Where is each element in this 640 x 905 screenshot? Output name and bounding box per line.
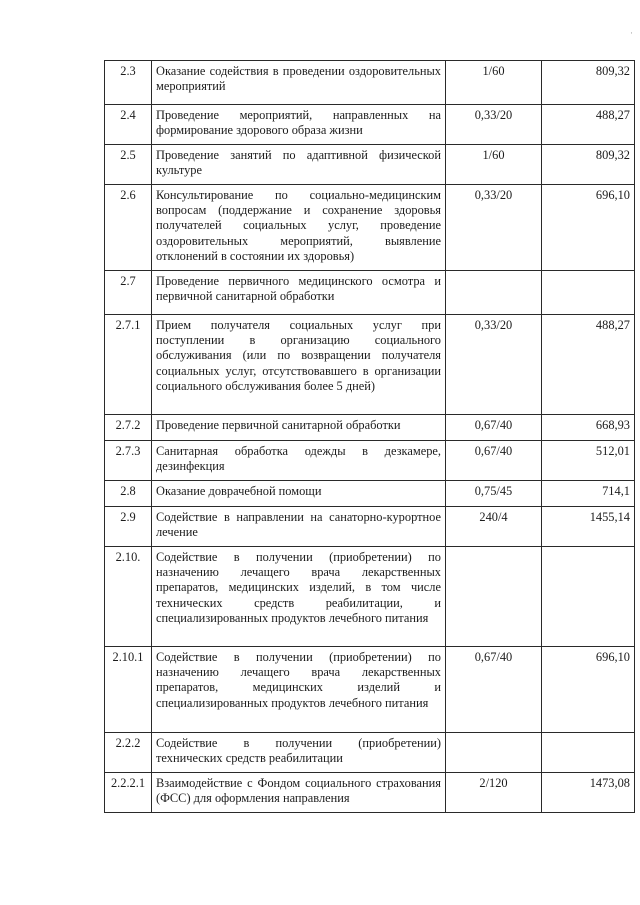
service-price: 714,1 bbox=[542, 481, 635, 507]
scan-edge-mark: · bbox=[630, 28, 633, 38]
time-norm: 0,67/40 bbox=[446, 441, 542, 481]
row-number: 2.7.2 bbox=[105, 415, 152, 441]
service-name: Содействие в получении (приобретении) технических средств реабилитации bbox=[152, 733, 446, 773]
services-price-table bbox=[104, 60, 635, 813]
service-price: 668,93 bbox=[542, 415, 635, 441]
time-norm bbox=[446, 271, 542, 315]
service-name: Консультирование по социально-медицинским вопросам (поддержание и сохранение здоровья получателей социальных услуг, проведение оздоровительных мероприятий, выявление отклонений в состоянии их здоровья) bbox=[152, 185, 446, 271]
row-number: 2.4 bbox=[105, 105, 152, 145]
time-norm: 0,33/20 bbox=[446, 105, 542, 145]
service-price bbox=[542, 547, 635, 647]
service-price: 512,01 bbox=[542, 441, 635, 481]
row-number: 2.10.1 bbox=[105, 647, 152, 733]
service-price: 696,10 bbox=[542, 185, 635, 271]
service-name: Оказание доврачебной помощи bbox=[152, 481, 446, 507]
service-price bbox=[542, 271, 635, 315]
table-row bbox=[105, 441, 635, 481]
table-row bbox=[105, 415, 635, 441]
row-number: 2.9 bbox=[105, 507, 152, 547]
service-name: Проведение занятий по адаптивной физической культуре bbox=[152, 145, 446, 185]
row-number: 2.7.3 bbox=[105, 441, 152, 481]
time-norm bbox=[446, 733, 542, 773]
time-norm bbox=[446, 547, 542, 647]
time-norm: 0,67/40 bbox=[446, 415, 542, 441]
service-name: Содействие в получении (приобретении) по назначению лечащего врача лекарственных препаратов, медицинских изделий, в том числе технических средств реабилитации, и специализированных продуктов лечебного питания bbox=[152, 547, 446, 647]
time-norm: 0,33/20 bbox=[446, 185, 542, 271]
table-row bbox=[105, 481, 635, 507]
time-norm: 1/60 bbox=[446, 61, 542, 105]
row-number: 2.7.1 bbox=[105, 315, 152, 415]
time-norm: 2/120 bbox=[446, 773, 542, 813]
service-name: Взаимодействие с Фондом социального страхования (ФСС) для оформления направления bbox=[152, 773, 446, 813]
time-norm: 240/4 bbox=[446, 507, 542, 547]
service-name: Проведение первичной санитарной обработки bbox=[152, 415, 446, 441]
row-number: 2.7 bbox=[105, 271, 152, 315]
table-row bbox=[105, 315, 635, 415]
row-number: 2.2.2.1 bbox=[105, 773, 152, 813]
service-price: 1455,14 bbox=[542, 507, 635, 547]
row-number: 2.3 bbox=[105, 61, 152, 105]
row-number: 2.6 bbox=[105, 185, 152, 271]
row-number: 2.10. bbox=[105, 547, 152, 647]
table-row bbox=[105, 773, 635, 813]
row-number: 2.2.2 bbox=[105, 733, 152, 773]
table-row bbox=[105, 507, 635, 547]
table-row bbox=[105, 61, 635, 105]
service-name: Санитарная обработка одежды в дезкамере, дезинфекция bbox=[152, 441, 446, 481]
service-price: 696,10 bbox=[542, 647, 635, 733]
time-norm: 0,75/45 bbox=[446, 481, 542, 507]
service-name: Проведение первичного медицинского осмотра и первичной санитарной обработки bbox=[152, 271, 446, 315]
table-row bbox=[105, 547, 635, 647]
table-row bbox=[105, 647, 635, 733]
service-name: Проведение мероприятий, направленных на формирование здорового образа жизни bbox=[152, 105, 446, 145]
service-price: 1473,08 bbox=[542, 773, 635, 813]
service-price: 809,32 bbox=[542, 145, 635, 185]
service-price: 488,27 bbox=[542, 105, 635, 145]
time-norm: 0,33/20 bbox=[446, 315, 542, 415]
service-name: Содействие в получении (приобретении) по назначению лечащего врача лекарственных препаратов, медицинских изделий и специализированных продуктов лечебного питания bbox=[152, 647, 446, 733]
time-norm: 0,67/40 bbox=[446, 647, 542, 733]
service-name: Оказание содействия в проведении оздоровительных мероприятий bbox=[152, 61, 446, 105]
table-row bbox=[105, 185, 635, 271]
table-row bbox=[105, 733, 635, 773]
service-price: 488,27 bbox=[542, 315, 635, 415]
table-row bbox=[105, 105, 635, 145]
table-row bbox=[105, 145, 635, 185]
row-number: 2.8 bbox=[105, 481, 152, 507]
service-name: Прием получателя социальных услуг при поступлении в организацию социального обслуживания (или по возвращении получателя социальных услуг, отсутствовавшего в организации социального обслуживания более 5 дней) bbox=[152, 315, 446, 415]
table-row bbox=[105, 271, 635, 315]
service-price bbox=[542, 733, 635, 773]
service-price: 809,32 bbox=[542, 61, 635, 105]
row-number: 2.5 bbox=[105, 145, 152, 185]
service-name: Содействие в направлении на санаторно-курортное лечение bbox=[152, 507, 446, 547]
time-norm: 1/60 bbox=[446, 145, 542, 185]
